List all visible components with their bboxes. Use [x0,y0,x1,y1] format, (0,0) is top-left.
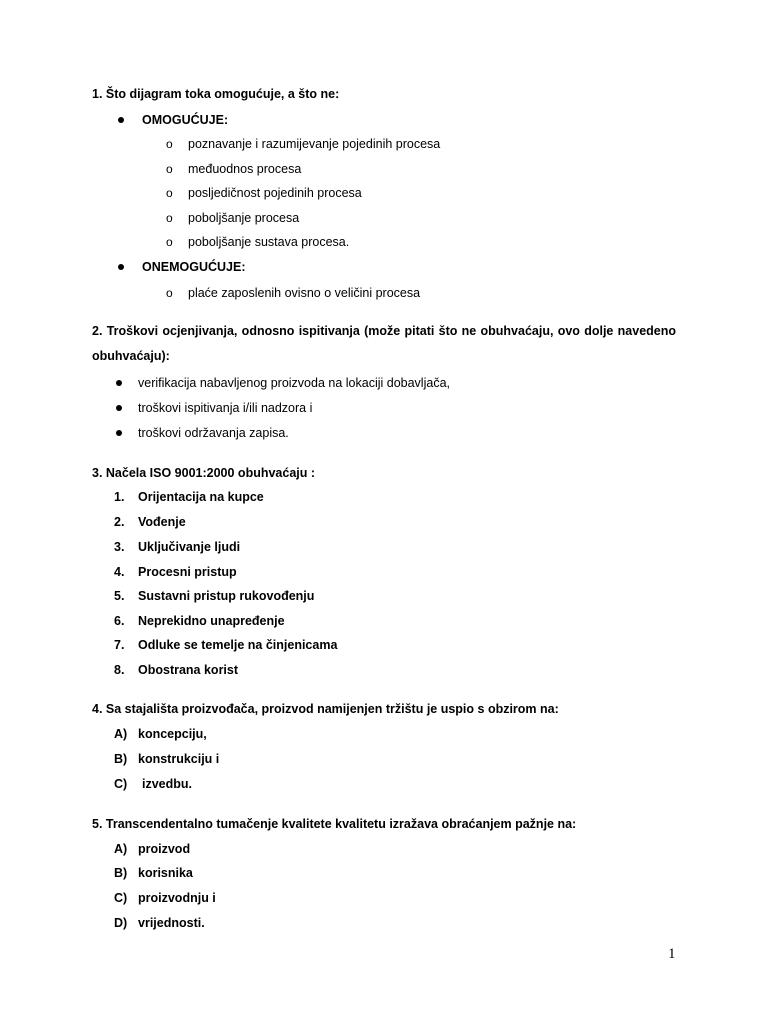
list-item-text: Procesni pristup [138,565,237,579]
circle-bullet-icon: o [166,186,173,200]
list-item-text: troškovi održavanja zapisa. [138,426,289,440]
list-number: 8. [114,663,125,677]
list-letter: A) [114,842,128,856]
list-item-text: verifikacija nabavljenog proizvoda na lokaciji dobavljača, [138,376,450,390]
list-item-text: izvedbu. [142,777,193,791]
list-item-text: Sustavni pristup rukovođenju [138,589,315,603]
list-number: 7. [114,638,125,652]
list-item-text: vrijednosti. [138,916,205,930]
page-number: 1 [668,946,676,962]
list-letter: A) [114,727,128,741]
list-item-text: Obostrana korist [138,663,239,677]
circle-bullet-icon: o [166,235,173,249]
list-number: 2. [114,515,125,529]
list-item-text: Uključivanje ljudi [138,540,241,554]
circle-bullet-icon: o [166,137,173,151]
bullet-dot-icon [116,430,122,436]
list-item-text: Orijentacija na kupce [138,490,264,504]
list-item-text: Vođenje [138,515,186,529]
list-item-text: poboljšanje procesa [188,211,300,225]
list-item-text: konstrukciju i [138,752,220,766]
list-item-text: posljedičnost pojedinih procesa [188,186,362,200]
list-number: 1. [114,490,125,504]
circle-bullet-icon: o [166,211,173,225]
bullet-dot-icon [116,380,122,386]
bullet-dot-icon [116,405,122,411]
list-item-text: poboljšanje sustava procesa. [188,235,350,249]
list-item-text: Odluke se temelje na činjenicama [138,638,338,652]
list-item-text: proizvodnju i [138,891,216,905]
list-item-text: međuodnos procesa [188,162,302,176]
list-letter: B) [114,866,128,880]
list-item-text: Neprekidno unapređenje [138,614,285,628]
bullet-dot-icon [118,264,124,270]
onemogucuje-label: ONEMOGUĆUJE: [142,260,246,274]
list-item-text: proizvod [138,842,191,856]
list-number: 6. [114,614,125,628]
circle-bullet-icon: o [166,162,173,176]
omogucuje-label: OMOGUĆUJE: [142,113,229,127]
list-letter: B) [114,752,128,766]
bullet-dot-icon [118,117,124,123]
question-5-title: 5. Transcendentalno tumačenje kvalitete kvalitetu izražava obraćanjem pažnje na: [92,817,577,831]
list-item-text: korisnika [138,866,193,880]
question-4-title: 4. Sa stajališta proizvođača, proizvod namijenjen tržištu je uspio s obzirom na: [92,702,559,716]
question-2-title: 2. Troškovi ocjenjivanja, odnosno ispitivanja (može pitati što ne obuhvaćaju, ovo dolje navedeno obuhvaćaju): [92,324,676,363]
question-3-title: 3. Načela ISO 9001:2000 obuhvaćaju : [92,466,316,480]
list-number: 3. [114,540,125,554]
circle-bullet-icon: o [166,286,173,300]
list-item-text: plaće zaposlenih ovisno o veličini procesa [188,286,421,300]
list-letter: C) [114,891,128,905]
list-number: 4. [114,565,125,579]
list-item-text: koncepciju, [138,727,207,741]
question-1-title: 1. Što dijagram toka omogućuje, a što ne: [92,87,340,101]
list-letter: D) [114,916,128,930]
list-item-text: poznavanje i razumijevanje pojedinih procesa [188,137,441,151]
list-letter: C) [114,777,128,791]
list-number: 5. [114,589,125,603]
list-item-text: troškovi ispitivanja i/ili nadzora i [138,401,313,415]
